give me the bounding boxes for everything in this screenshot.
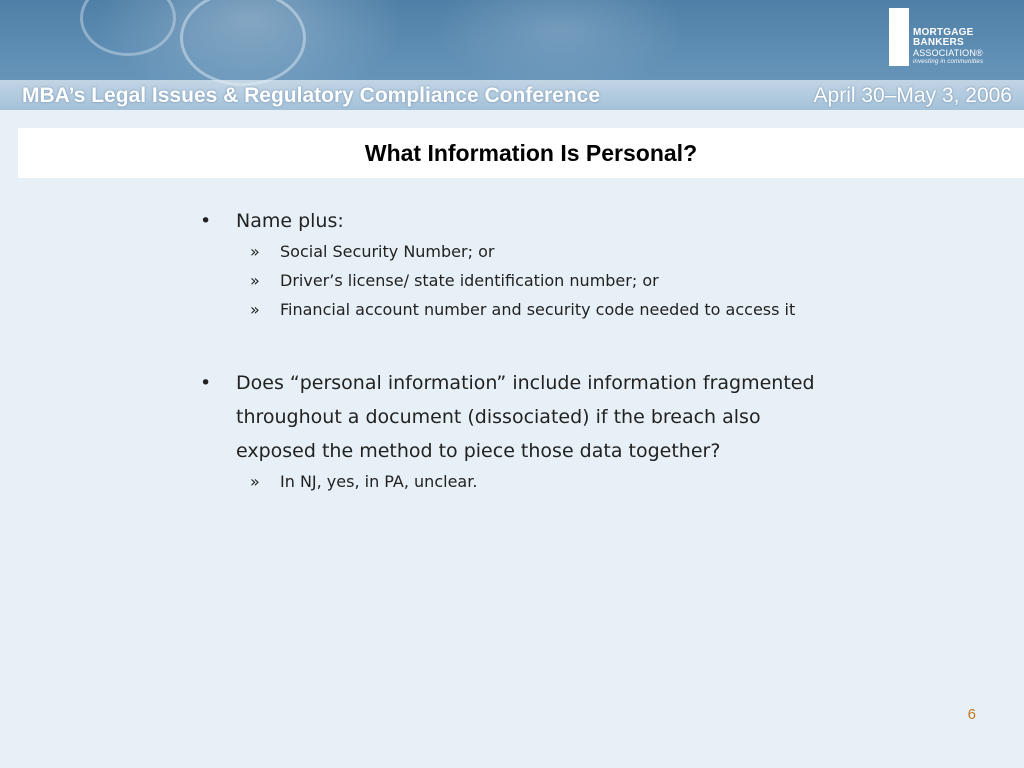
sub-list <box>244 470 836 494</box>
bullet-marker: • <box>200 210 212 232</box>
sub-marker: » <box>250 472 260 491</box>
conference-title-bar <box>0 80 1024 110</box>
logo-mark-icon <box>889 8 909 66</box>
mba-logo <box>889 8 994 72</box>
sub-text: In NJ, yes, in PA, unclear. <box>280 472 478 491</box>
logo-line-3: ASSOCIATION® <box>913 48 983 58</box>
slide-title: What Information Is Personal? <box>364 139 698 166</box>
conference-dates: April 30–May 3, 2006 <box>813 84 1012 107</box>
sub-marker: » <box>250 271 260 290</box>
logo-line-1: MORTGAGE <box>913 27 974 38</box>
sub-item <box>244 298 836 322</box>
bullet-item <box>196 204 836 238</box>
banner-photo <box>80 0 176 56</box>
sub-marker: » <box>250 300 260 319</box>
slide-title-box <box>18 128 1024 178</box>
sub-text: Social Security Number; or <box>280 242 495 261</box>
page-number: 6 <box>967 706 976 723</box>
header-banner <box>0 0 1024 110</box>
bullet-item <box>196 366 836 468</box>
slide-content <box>196 204 836 499</box>
bullet-group <box>196 366 836 494</box>
conference-title: MBA’s Legal Issues & Regulatory Compliance Conference <box>22 84 601 107</box>
bullet-text: Does “personal information” include information fragmented throughout a document (dissociated) if the breach also exposed the method to piece those data together? <box>236 372 815 462</box>
bullet-text: Name plus: <box>236 210 344 232</box>
banner-photo-detail <box>180 0 306 86</box>
sub-list <box>244 240 836 322</box>
bullet-group <box>196 204 836 322</box>
sub-item <box>244 240 836 264</box>
sub-marker: » <box>250 242 260 261</box>
logo-tagline: investing in communities <box>913 59 984 65</box>
sub-item <box>244 269 836 293</box>
sub-text: Financial account number and security code needed to access it <box>280 300 796 319</box>
logo-line-2: BANKERS <box>913 37 964 48</box>
sub-text: Driver’s license/ state identification number; or <box>280 271 659 290</box>
sub-item <box>244 470 836 494</box>
bullet-marker: • <box>200 372 212 394</box>
logo-text <box>913 8 983 67</box>
